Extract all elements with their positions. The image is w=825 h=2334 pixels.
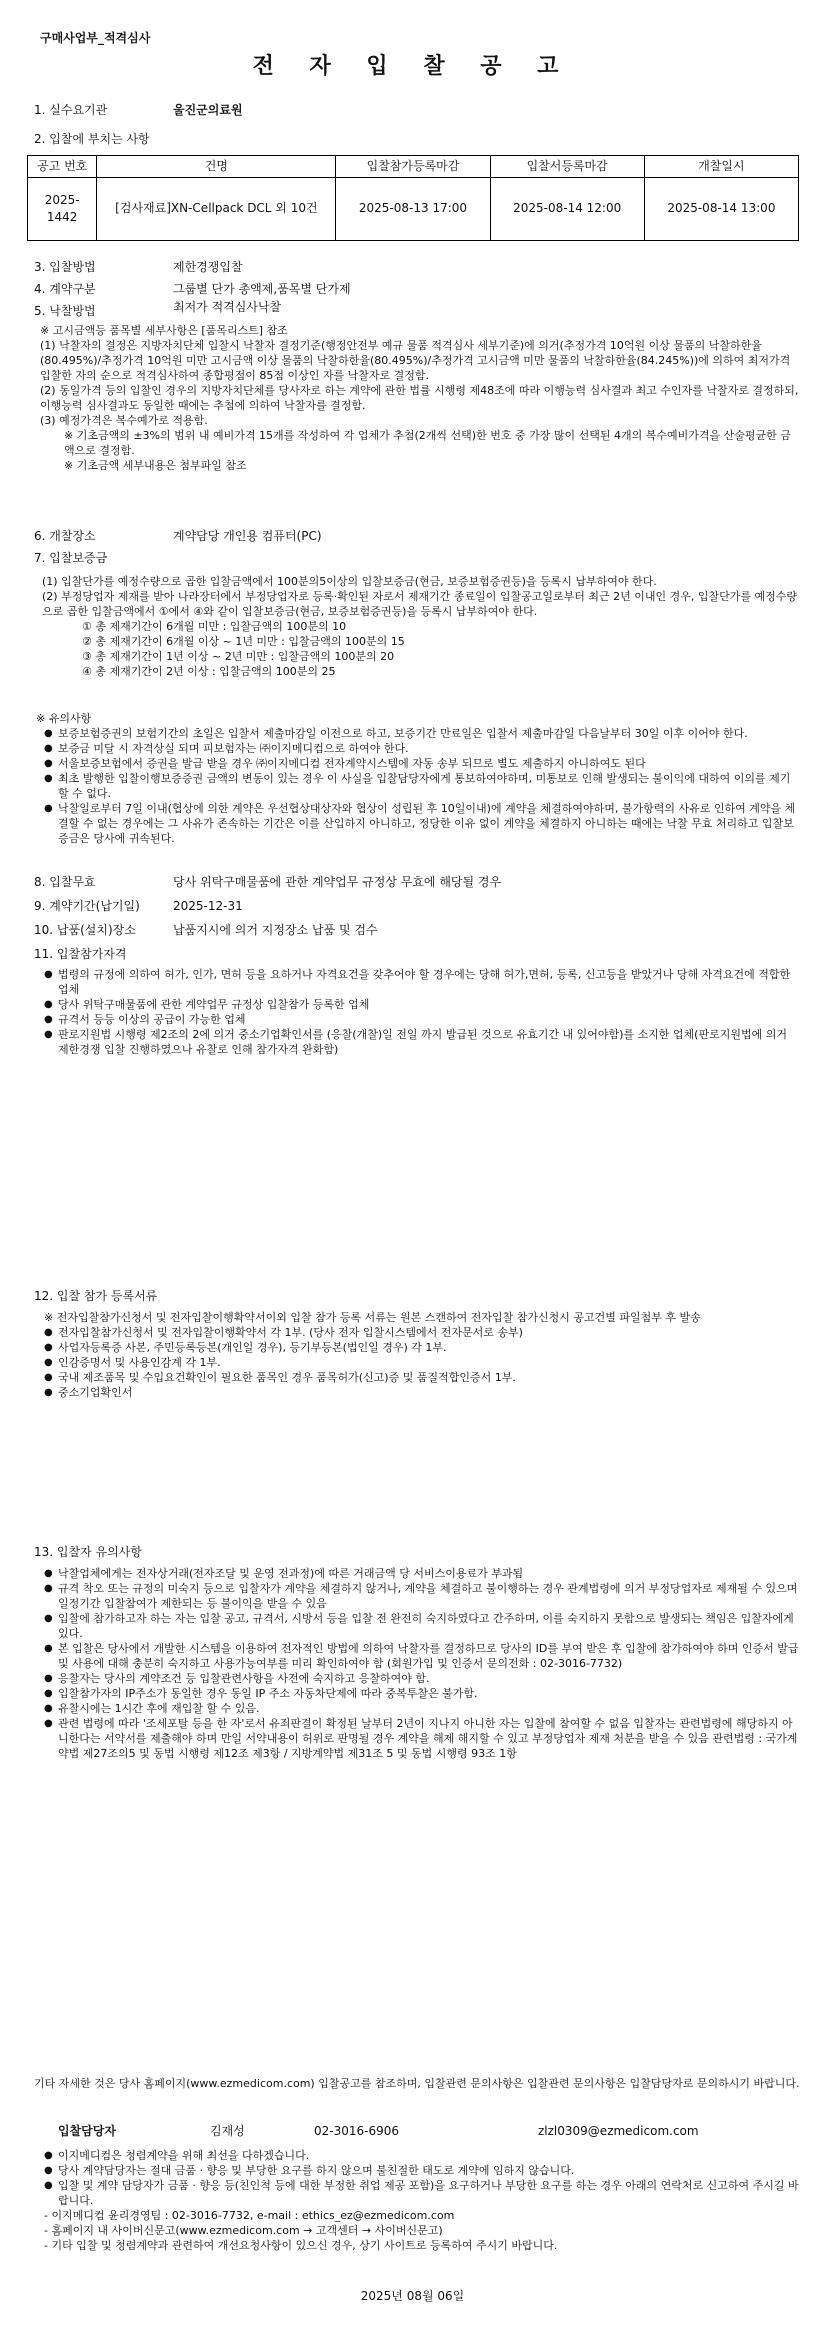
section-3-label: 3. 입찰방법: [34, 260, 96, 274]
section-5-body: [40, 323, 800, 473]
list-item: ● 낙찰업체에게는 전자상거래(전자조달 및 운영 전과정)에 따른 거래금액 당 서비스이용료가 부과됨: [44, 1566, 800, 1581]
section-7-item: (2) 부정당업자 제재를 받아 나라장터에서 부정당업자로 등록·확인된 자로서 제재기간 종료일이 입찰공고일로부터 최근 2년 이내인 경우, 입찰단가를 예정수량으로 곱한 입찰금액에서 ①에서 ④와 같이 입찰보증금(현금, 보증보험증권등)을 등록시 납부하여야 한다.: [42, 590, 797, 618]
section-7-body: [42, 574, 802, 679]
footer-body: [44, 2148, 800, 2253]
penalty-rate: ④ 총 제재기간이 2년 이상 : 입찰금액의 100분의 25: [82, 665, 336, 678]
footer-line: - 이지메디컴 윤리경영팀 : 02-3016-7732, e-mail : ethics_ez@ezmedicom.com: [44, 2209, 455, 2222]
list-item: ● 규격서 등등 이상의 공급이 가능한 업체: [44, 1012, 800, 1027]
notice-date: 2025년 08월 06일: [360, 2289, 465, 2303]
list-item: ● 서울보증보험에서 증권을 발급 받을 경우 ㈜이지메디컴 전자계약시스템에 자동 송부 되므로 별도 제출하지 아니하여도 된다: [44, 756, 800, 771]
list-item: ● 판로지원법 시행령 제2조의 2에 의거 중소기업확인서를 (응찰(개찰)일 전일 까지 발급된 것으로 유효기간 내 있어야함)를 소지한 업체(판로지원법에 의거 제한경쟁 입찰 진행하였으나 유찰로 인해 참가자격 완화함): [44, 1027, 800, 1057]
section-5-label: 5. 낙찰방법: [34, 304, 96, 318]
footer-line: - 홈페이지 내 사이버신문고(www.ezmedicom.com → 고객센터 → 사이버신문고): [44, 2224, 443, 2237]
section-11-body: [44, 967, 800, 1057]
section-5-item: (1) 낙찰자의 결정은 지방자치단체 입찰시 낙찰자 결정기준(행정안전부 예규 물품 적격심사 세부기준)에 의거(추정가격 10억원 이상 물품의 낙찰하한율(80.495%)/추정가격 10억원 미만 고시금액 이상 물품의 낙찰하한율(80.495%)/추정가격 고시금액 미만 물품의 낙찰하한율(84.245%))에 의하여 최저가격 입찰한 자의 순으로 적격심사하여 종합평점이 85점 이상인 자를 낙찰자로 결정함.: [40, 339, 791, 382]
section-4-label: 4. 계약구분: [34, 282, 96, 296]
list-item: ● 보증금 미달 시 자격상실 되며 피보험자는 ㈜이지메디컴으로 하여야 한다.: [44, 741, 800, 756]
list-item: ● 규격 착오 또는 규정의 미숙지 등으로 입찰자가 계약을 체결하지 않거나, 계약을 체결하고 불이행하는 경우 관계법령에 의거 부정당업자로 제재될 수 있으며 일정기간 입찰참여가 제한되는 등 불이익을 받을 수 있음: [44, 1581, 800, 1611]
list-item: ● 본 입찰은 당사에서 개발한 시스템을 이용하여 전자적인 방법에 의하여 낙찰자를 결정하므로 당사의 ID를 부여 받은 후 입찰에 참가하여야 하며 인증서 발급 및 사용에 대해 충분히 숙지하고 사용가능여부를 미리 확인하여야 함 (회원가입 및 인증서 문의전화 : 02-3016-7732): [44, 1641, 800, 1671]
item-name: [검사재료]XN-Cellpack DCL 외 10건: [97, 177, 336, 240]
table-header-row: [28, 156, 799, 178]
list-item: ● 최초 발행한 입찰이행보증증권 금액의 변동이 있는 경우 이 사실을 입찰담당자에게 통보하여야하며, 미통보로 인해 발생되는 불이익에 대하여 이의를 제기할 수 없다.: [44, 771, 800, 801]
section-1-label: 1. 실수요기관: [34, 103, 108, 117]
section-8-label: 8. 입찰무효: [34, 875, 96, 889]
section-11-label: 11. 입찰참가자격: [34, 947, 127, 961]
page-title: 전 자 입 찰 공 고: [252, 54, 573, 79]
caution-block: [36, 711, 800, 846]
section-5-subitem: ※ 기초금액 세부내용은 첨부파일 참조: [64, 459, 247, 472]
section-9-label: 9. 계약기간(납기일): [34, 899, 140, 913]
opening-datetime: 2025-08-14 13:00: [644, 177, 798, 240]
list-item: ● 입찰참가자의 IP주소가 동일한 경우 동일 IP 주소 자동차단제에 따라 중복투찰은 불가함.: [44, 1686, 800, 1701]
registration-deadline: 2025-08-13 17:00: [336, 177, 490, 240]
list-item: ● 중소기업확인서: [44, 1385, 800, 1400]
list-item: ● 인감증명서 및 사용인감계 각 1부.: [44, 1355, 800, 1370]
list-item: ● 사업자등록증 사본, 주민등록등본(개인일 경우), 등기부등본(법인일 경우) 각 1부.: [44, 1340, 800, 1355]
section-10-label: 10. 납품(설치)장소: [34, 923, 136, 937]
section-10-value: 납품지시에 의거 지정장소 납품 및 검수: [173, 923, 378, 937]
section-5-subitem: ※ 기초금액의 ±3%의 범위 내 예비가격 15개를 작성하여 각 업체가 추첨(2개씩 선택)한 번호 중 가장 많이 선택된 4개의 복수예비가격을 산술평균한 금액으로 결정함.: [64, 429, 791, 457]
section-2-label: 2. 입찰에 부치는 사항: [34, 132, 150, 146]
col-header: 입찰서등록마감: [490, 156, 644, 178]
section-9-value: 2025-12-31: [173, 899, 243, 913]
penalty-rate: ① 총 제재기간이 6개월 미만 : 입찰금액의 100분의 10: [82, 620, 347, 633]
section-7-item: (1) 입찰단가를 예정수량으로 곱한 입찰금액에서 100분의5이상의 입찰보증금(현금, 보증보험증권등)을 등록시 납부하여야 한다.: [42, 575, 657, 588]
footer-line: - 기타 입찰 및 청렴계약과 관련하여 개선요청사항이 있으신 경우, 상기 사이트로 등록하여 주시기 바랍니다.: [44, 2239, 558, 2252]
notice-number: 2025-1442: [28, 177, 97, 240]
list-item: ● 보증보험증권의 보험기간의 초일은 입찰서 제출마감일 이전으로 하고, 보증기간 만료일은 입찰서 제출마감일 다음날부터 30일 이후 이어야 한다.: [44, 726, 800, 741]
footer-intro: 기타 자세한 것은 당사 홈페이지(www.ezmedicom.com) 입찰공고를 참조하며, 입찰관련 문의사항은 입찰관련 문의사항은 입찰담당자로 문의하시기 바랍니다.: [34, 2077, 800, 2090]
col-header: 입찰참가등록마감: [336, 156, 490, 178]
list-item: ● 관련 법령에 따라 '조세포탈 등을 한 자'로서 유죄판결이 확정된 날부터 2년이 지나지 아니한 자는 입찰에 참여할 수 없음 입찰자는 관련법령에 해당하지 아니한다는 서약서를 제출해야 하며 만일 서약내용이 허위로 판명될 경우 계약을 해제 해지할 수 있고 부정당업자 제재 처분을 받을 수 있음 관련법령 : 국가계약법 제27조의5 및 동법 시행령 제12조 제3항 / 지방계약법 제31조 5 및 동법 시행령 93조 1항: [44, 1716, 800, 1761]
section-8-value: 당사 위탁구매물품에 관한 계약업무 규정상 무효에 해당될 경우: [173, 875, 502, 889]
section-13-label: 13. 입찰자 유의사항: [34, 1545, 142, 1559]
list-item: ● 당사 위탁구매물품에 관한 계약업무 규정상 입찰참가 등록한 업체: [44, 997, 800, 1012]
contact-label: 입찰담당자: [58, 2124, 116, 2138]
section-12-note: ※ 전자입찰참가신청서 및 전자입찰이행확약서이외 입찰 참가 등록 서류는 원본 스캔하여 전자입찰 참가신청시 공고건별 파일첨부 후 발송: [44, 1311, 701, 1324]
section-12-body: [42, 1310, 800, 1400]
col-header: 건명: [97, 156, 336, 178]
col-header: 공고 번호: [28, 156, 97, 178]
section-5-item: (3) 예정가격은 복수예가로 적용함.: [40, 414, 208, 427]
notice-table: [27, 155, 799, 241]
table-row: [28, 177, 799, 240]
section-5-value: 최저가 적격심사낙찰: [173, 300, 282, 314]
section-1-value: 울진군의료원: [173, 103, 243, 117]
contact-name: 김재성: [210, 2124, 245, 2138]
section-6-label: 6. 개찰장소: [34, 529, 96, 543]
list-item: ● 이지메디컴은 청렴계약을 위해 최선을 다하겠습니다.: [44, 2148, 800, 2163]
org-label: 구매사업부_적격심사: [40, 31, 151, 45]
section-6-value: 계약담당 개인용 컴퓨터(PC): [173, 529, 322, 543]
list-item: ● 법령의 규정에 의하여 허가, 인가, 면허 등을 요하거나 자격요건을 갖추어야 할 경우에는 당해 허가,면허, 등록, 신고등을 받았거나 당해 자격요건에 적합한 업체: [44, 967, 800, 997]
penalty-rate: ② 총 제재기간이 6개월 이상 ~ 1년 미만 : 입찰금액의 100분의 15: [82, 635, 405, 648]
list-item: ● 입찰에 참가하고자 하는 자는 입찰 공고, 규격서, 시방서 등을 입찰 전 완전히 숙지하였다고 간주하며, 이를 숙지하지 못함으로 발생되는 책임은 입찰자에게 있다.: [44, 1611, 800, 1641]
list-item: ● 낙찰일로부터 7일 이내(협상에 의한 계약은 우선협상대상자와 협상이 성립된 후 10일이내)에 계약을 체결하여야하며, 불가항력의 사유로 인하여 계약을 체결할 수 없는 경우에는 그 사유가 존속하는 기간은 이를 산입하지 아니하고, 정당한 이유 없이 계약을 체결하지 아니하는 때에는 낙찰 무효 처리하고 입찰보증금은 당사에 귀속된다.: [44, 801, 800, 846]
section-3-value: 제한경쟁입찰: [173, 260, 243, 274]
list-item: ● 당사 계약담당자는 절대 금품 · 향응 및 부당한 요구를 하지 않으며 불친절한 태도로 계약에 임하지 않습니다.: [44, 2163, 800, 2178]
contact-phone: 02-3016-6906: [314, 2124, 400, 2138]
contact-email: zlzl0309@ezmedicom.com: [538, 2124, 699, 2138]
penalty-rate: ③ 총 제재기간이 1년 이상 ~ 2년 미만 : 입찰금액의 100분의 20: [82, 650, 395, 663]
bid-deadline: 2025-08-14 12:00: [490, 177, 644, 240]
list-item: ● 국내 제조품목 및 수입요건확인이 필요한 품목인 경우 품목허가(신고)증 및 품질적합인증서 1부.: [44, 1370, 800, 1385]
section-5-note: ※ 고시금액등 품목별 세부사항은 [품목리스트] 참조: [40, 324, 288, 337]
list-item: ● 유찰시에는 1시간 후에 재입찰 할 수 있음.: [44, 1701, 800, 1716]
section-13-body: [44, 1566, 800, 1761]
section-4-value: 그룹별 단가 총액제,품목별 단가제: [173, 282, 351, 296]
section-7-label: 7. 입찰보증금: [34, 551, 108, 565]
list-item: ● 전자입찰참가신청서 및 전자입찰이행확약서 각 1부. (당사 전자 입찰시스템에서 전자문서로 송부): [44, 1325, 800, 1340]
col-header: 개찰일시: [644, 156, 798, 178]
list-item: ● 응찰자는 당사의 계약조건 등 입찰관련사항을 사전에 숙지하고 응찰하여야 함.: [44, 1671, 800, 1686]
caution-label: ※ 유의사항: [36, 712, 92, 725]
section-12-label: 12. 입찰 참가 등록서류: [34, 1289, 158, 1303]
section-5-item: (2) 동일가격 등의 입찰인 경우의 지방자치단체를 당사자로 하는 계약에 관한 법률 시행령 제48조에 따라 이행능력 심사결과 최고 수인자를 낙찰자로 결정하되, 이행능력 심사결과도 동일한 때에는 추첨에 의하여 낙찰자를 결정함.: [40, 384, 799, 412]
list-item: ● 입찰 및 계약 담당자가 금품 · 향응 등(친인척 등에 대한 부정한 취업 제공 포함)을 요구하거나 부당한 요구를 하는 경우 아래의 연락처로 신고하여 주시길 바랍니다.: [44, 2178, 800, 2208]
